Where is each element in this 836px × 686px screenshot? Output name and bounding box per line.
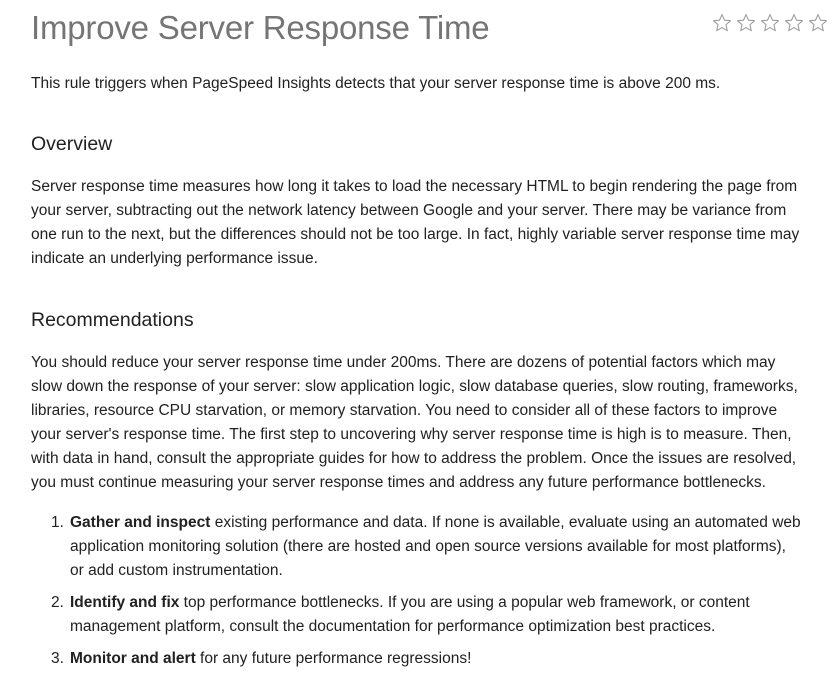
paragraph-line: Server response time measures how long it takes to load the necessary HTML to begin rendering the page from (31, 178, 798, 195)
intro-paragraph: This rule triggers when PageSpeed Insights detects that your server response time is above 200 ms. (31, 75, 721, 92)
list-item (31, 647, 831, 671)
steps-list (31, 511, 831, 679)
paragraph-line: slow down the response of your server: slow application logic, slow database queries, slow routing, frameworks, (31, 378, 798, 395)
list-item (31, 511, 831, 583)
overview-paragraph (31, 175, 831, 271)
list-item (31, 591, 831, 639)
star-rating[interactable] (711, 12, 829, 34)
list-number: 1. (51, 514, 64, 531)
paragraph-line: your server, subtracting out the network latency between Google and your server. There may be variance from (31, 202, 787, 219)
step-text: top performance bottlenecks. If you are using a popular web framework, or content (179, 594, 750, 611)
recommendations-paragraph (31, 351, 831, 495)
paragraph-line: you must continue measuring your server response times and address any future performance bottlenecks. (31, 474, 766, 491)
paragraph-line: You should reduce your server response time under 200ms. There are dozens of potential factors which may (31, 354, 776, 371)
step-title: Gather and inspect (70, 514, 211, 531)
recommendations-heading: Recommendations (31, 309, 194, 331)
step-text: existing performance and data. If none is available, evaluate using an automated web (210, 514, 801, 531)
star-icon[interactable] (807, 12, 829, 34)
star-icon[interactable] (711, 12, 733, 34)
paragraph-line: your server's response time. The first step to uncovering why server response time is high is to measure. Then, (31, 426, 792, 443)
paragraph-line: with data in hand, consult the appropriate guides for how to address the problem. Once the issues are resolved, (31, 450, 797, 467)
list-line (70, 511, 831, 535)
paragraph-line: one run to the next, but the differences should not be too large. In fact, highly variable server response time may (31, 226, 800, 243)
paragraph-line: indicate an underlying performance issue. (31, 250, 318, 267)
star-icon[interactable] (759, 12, 781, 34)
star-icon[interactable] (783, 12, 805, 34)
paragraph-line: libraries, resource CPU starvation, or memory starvation. You need to consider all of these factors to improve (31, 402, 778, 419)
list-line: application monitoring solution (there are hosted and open source versions available for most platforms), (70, 538, 786, 555)
list-number: 2. (51, 594, 64, 611)
list-line (70, 647, 831, 671)
list-line: or add custom instrumentation. (70, 562, 283, 579)
step-title: Monitor and alert (70, 650, 196, 667)
page-title: Improve Server Response Time (31, 9, 490, 46)
overview-heading: Overview (31, 133, 113, 155)
star-icon[interactable] (735, 12, 757, 34)
list-line (70, 591, 831, 615)
step-title: Identify and fix (70, 594, 180, 611)
list-number: 3. (51, 650, 64, 667)
list-line: management platform, consult the documentation for performance optimization best practices. (70, 618, 716, 635)
step-text: for any future performance regressions! (195, 650, 472, 667)
